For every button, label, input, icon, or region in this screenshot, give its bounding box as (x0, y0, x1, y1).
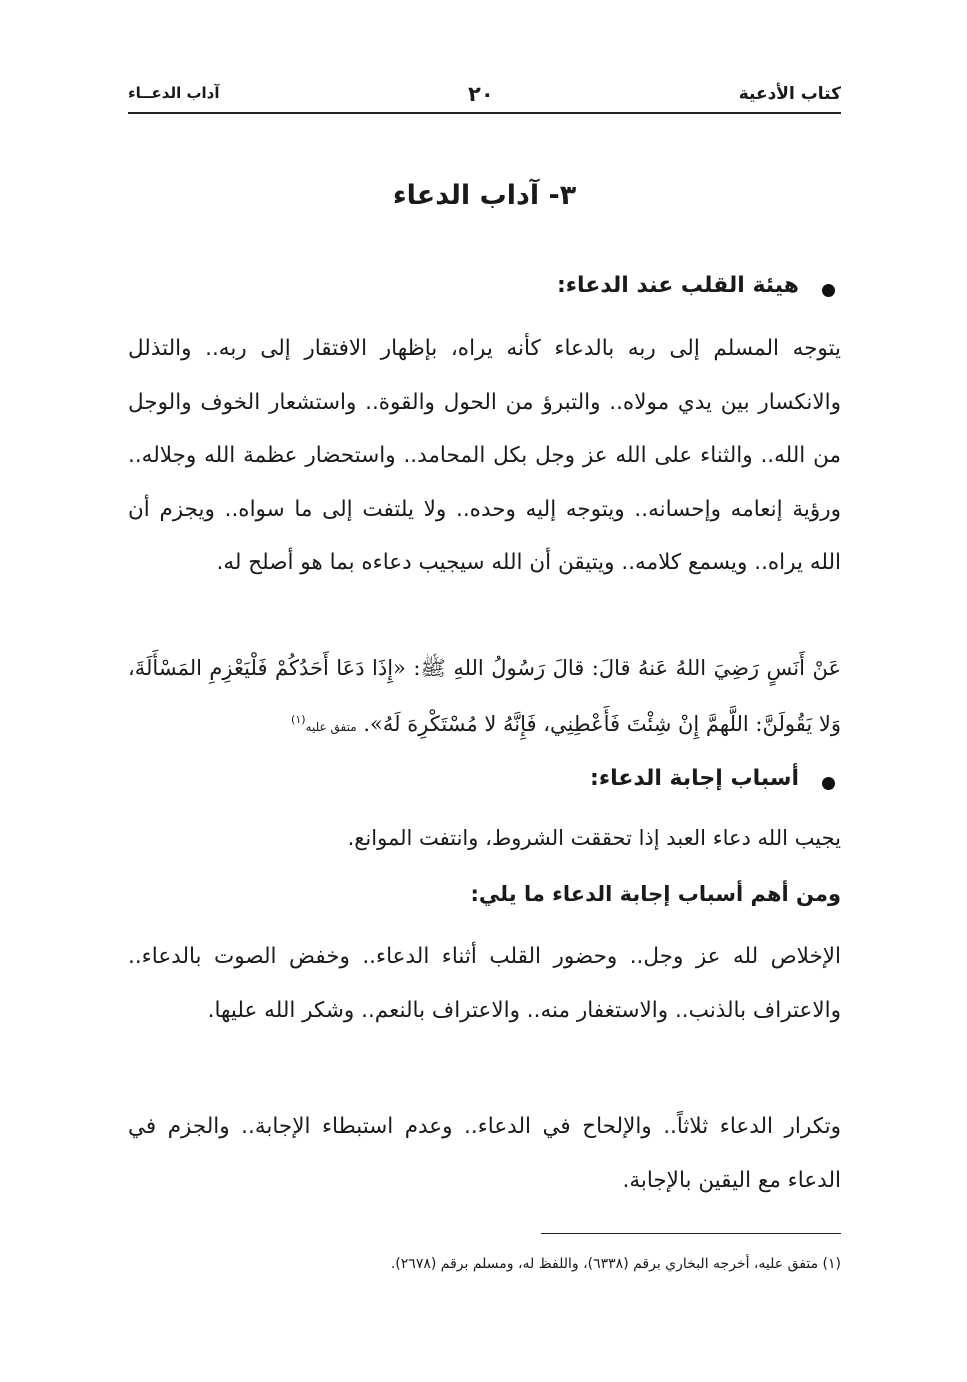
answering-intro: يجيب الله دعاء العبد إذا تحققت الشروط، وانتفت الموانع. (347, 826, 841, 850)
answering-subheading: ومن أهم أسباب إجابة الدعاء ما يلي: (470, 882, 841, 906)
footnote-divider (541, 1233, 841, 1234)
heart-paragraph: يتوجه المسلم إلى ربه بالدعاء كأنه يراه، بإظهار الافتقار إلى ربه.. والتذلل والانكسار بين يدي مولاه.. والتبرؤ من الحول والقوة.. واستشعار الخوف والوجل من الله.. والثناء على الله عز وجل بكل المحامد.. واستحضار عظمة الله وجلاله.. ورؤية إنعامه وإحسانه.. ويتوجه إليه وحده.. ولا يلتفت إلى ما سواه.. ويجزم أن الله يراه.. ويسمع كلامه.. ويتيقن أن الله سيجيب دعاءه بما هو أصلح له. (128, 336, 841, 575)
footnote: (١) متفق عليه، أخرجه البخاري برقم (٦٣٣٨)، واللفظ له، ومسلم برقم (٢٦٧٨). (390, 1256, 841, 1272)
chapter-title: ٣- آداب الدعاء (392, 180, 577, 211)
running-header (128, 84, 841, 114)
header-chapter-title: آداب الدعــاء (128, 84, 220, 102)
header-book-title: كتاب الأدعية (738, 84, 841, 104)
answering-paragraph-2: وتكرار الدعاء ثلاثاً.. والإلحاح في الدعاء.. وعدم استبطاء الإجابة.. والجزم في الدعاء مع اليقين بالإجابة. (128, 1114, 841, 1193)
header-divider (128, 112, 841, 114)
hadith-paragraph (128, 642, 841, 753)
bullet-icon (822, 284, 835, 297)
section-heading-answering (128, 766, 841, 791)
section-heading-heart (128, 273, 841, 298)
book-page (128, 0, 841, 1382)
footnote-reference: (١) (291, 713, 306, 726)
section-heading-text: هيئة القلب عند الدعاء: (557, 273, 799, 298)
section-heading-text: أسباب إجابة الدعاء: (590, 766, 799, 791)
hadith-note: متفق عليه (305, 720, 357, 734)
answering-paragraph-1: الإخلاص لله عز وجل.. وحضور القلب أثناء الدعاء.. وخفض الصوت بالدعاء.. والاعتراف بالذنب.. والاستغفار منه.. والاعتراف بالنعم.. وشكر الله عليها. (128, 944, 841, 1023)
header-page-number: ٢٠ (468, 82, 494, 106)
bullet-icon (822, 777, 835, 790)
hadith-text: عَنْ أَنَسٍ رَضِيَ اللهُ عَنهُ قالَ: قالَ رَسُولُ اللهِ ﷺ: «إِذَا دَعَا أَحَدُكُمْ فَلْيَعْزِمِ المَسْأَلَةَ، وَلا يَقُولَنَّ: اللَّهمَّ إِنْ شِئْتَ فَأَعْطِنِي، فَإِنَّهُ لا مُسْتَكْرِهَ لَهُ». (128, 656, 841, 736)
